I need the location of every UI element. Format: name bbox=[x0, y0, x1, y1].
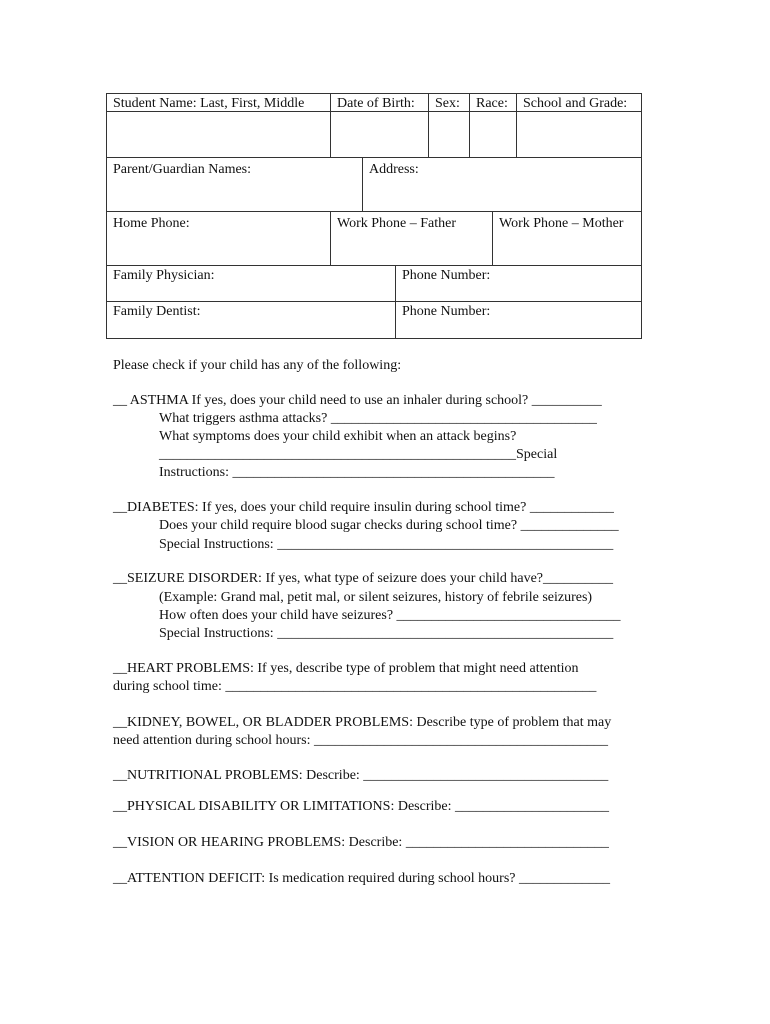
physician-field[interactable] bbox=[107, 266, 396, 301]
dob-field[interactable] bbox=[331, 112, 429, 157]
table-row bbox=[106, 302, 642, 339]
seizure-instructions-line[interactable]: Special Instructions: ________________________________________________ bbox=[159, 626, 614, 641]
diabetes-blood-sugar-line[interactable]: Does your child require blood sugar checks during school time? ______________ bbox=[159, 518, 619, 533]
school-grade-label: School and Grade: bbox=[523, 96, 628, 111]
dentist-phone-label: Phone Number: bbox=[402, 304, 491, 319]
attention-line[interactable]: __ATTENTION DEFICIT: Is medication required during school hours? _____________ bbox=[113, 871, 610, 886]
seizure-example-line: (Example: Grand mal, petit mal, or silent seizures, history of febrile seizures) bbox=[159, 590, 593, 605]
parent-names-field[interactable] bbox=[107, 158, 363, 211]
table-row bbox=[106, 93, 642, 112]
kidney-line[interactable]: __KIDNEY, BOWEL, OR BLADDER PROBLEMS: Describe type of problem that may bbox=[113, 715, 612, 730]
nutritional-line[interactable]: __NUTRITIONAL PROBLEMS: Describe: ___________________________________ bbox=[113, 768, 609, 783]
table-row bbox=[106, 212, 642, 266]
asthma-instructions-line[interactable]: Instructions: ______________________________________________ bbox=[159, 465, 555, 480]
physical-line[interactable]: __PHYSICAL DISABILITY OR LIMITATIONS: Describe: ______________________ bbox=[113, 799, 609, 814]
dob-label: Date of Birth: bbox=[331, 94, 429, 111]
address-label: Address: bbox=[369, 162, 419, 177]
intro-text: Please check if your child has any of the following: bbox=[113, 358, 402, 373]
asthma-symptoms-line: What symptoms does your child exhibit when an attack begins? bbox=[159, 429, 517, 444]
home-phone-field[interactable] bbox=[107, 212, 331, 265]
work-phone-mother-field[interactable] bbox=[493, 212, 641, 265]
race-field[interactable] bbox=[470, 112, 517, 157]
diabetes-line[interactable]: __DIABETES: If yes, does your child require insulin during school time? ____________ bbox=[113, 500, 614, 515]
asthma-line[interactable]: __ ASTHMA If yes, does your child need to use an inhaler during school? __________ bbox=[113, 393, 602, 408]
student-name-field[interactable] bbox=[107, 112, 331, 157]
seizure-line[interactable]: __SEIZURE DISORDER: If yes, what type of seizure does your child have?__________ bbox=[113, 571, 614, 586]
vision-line[interactable]: __VISION OR HEARING PROBLEMS: Describe: _____________________________ bbox=[113, 835, 609, 850]
table-row bbox=[106, 158, 642, 212]
school-grade-field[interactable] bbox=[517, 112, 641, 157]
diabetes-instructions-line[interactable]: Special Instructions: ________________________________________________ bbox=[159, 537, 614, 552]
physician-phone-field[interactable] bbox=[396, 266, 641, 301]
race-label: Race: bbox=[470, 94, 517, 111]
asthma-triggers-line[interactable]: What triggers asthma attacks? ______________________________________ bbox=[159, 411, 597, 426]
parent-names-label: Parent/Guardian Names: bbox=[113, 162, 252, 177]
student-info-table bbox=[106, 93, 642, 339]
work-phone-father-field[interactable] bbox=[331, 212, 493, 265]
address-field[interactable] bbox=[363, 158, 641, 211]
table-row bbox=[106, 266, 642, 302]
home-phone-label: Home Phone: bbox=[113, 216, 190, 231]
kidney-detail-line[interactable]: need attention during school hours: __________________________________________ bbox=[113, 733, 609, 748]
physician-label: Family Physician: bbox=[113, 268, 215, 283]
sex-field[interactable] bbox=[429, 112, 470, 157]
heart-line[interactable]: __HEART PROBLEMS: If yes, describe type of problem that might need attention bbox=[113, 661, 579, 676]
physician-phone-label: Phone Number: bbox=[402, 268, 491, 283]
work-phone-mother-label: Work Phone – Mother bbox=[499, 216, 624, 231]
seizure-frequency-line[interactable]: How often does your child have seizures? ________________________________ bbox=[159, 608, 621, 623]
asthma-symptoms-blank[interactable]: ___________________________________________________Special bbox=[159, 447, 558, 462]
dentist-phone-field[interactable] bbox=[396, 302, 641, 338]
student-name-label: Student Name: Last, First, Middle bbox=[107, 94, 331, 111]
dentist-label: Family Dentist: bbox=[113, 304, 201, 319]
sex-label: Sex: bbox=[429, 94, 470, 111]
dentist-field[interactable] bbox=[107, 302, 396, 338]
table-row bbox=[106, 112, 642, 158]
work-phone-father-label: Work Phone – Father bbox=[337, 216, 457, 231]
heart-detail-line[interactable]: during school time: _____________________________________________________ bbox=[113, 679, 597, 694]
